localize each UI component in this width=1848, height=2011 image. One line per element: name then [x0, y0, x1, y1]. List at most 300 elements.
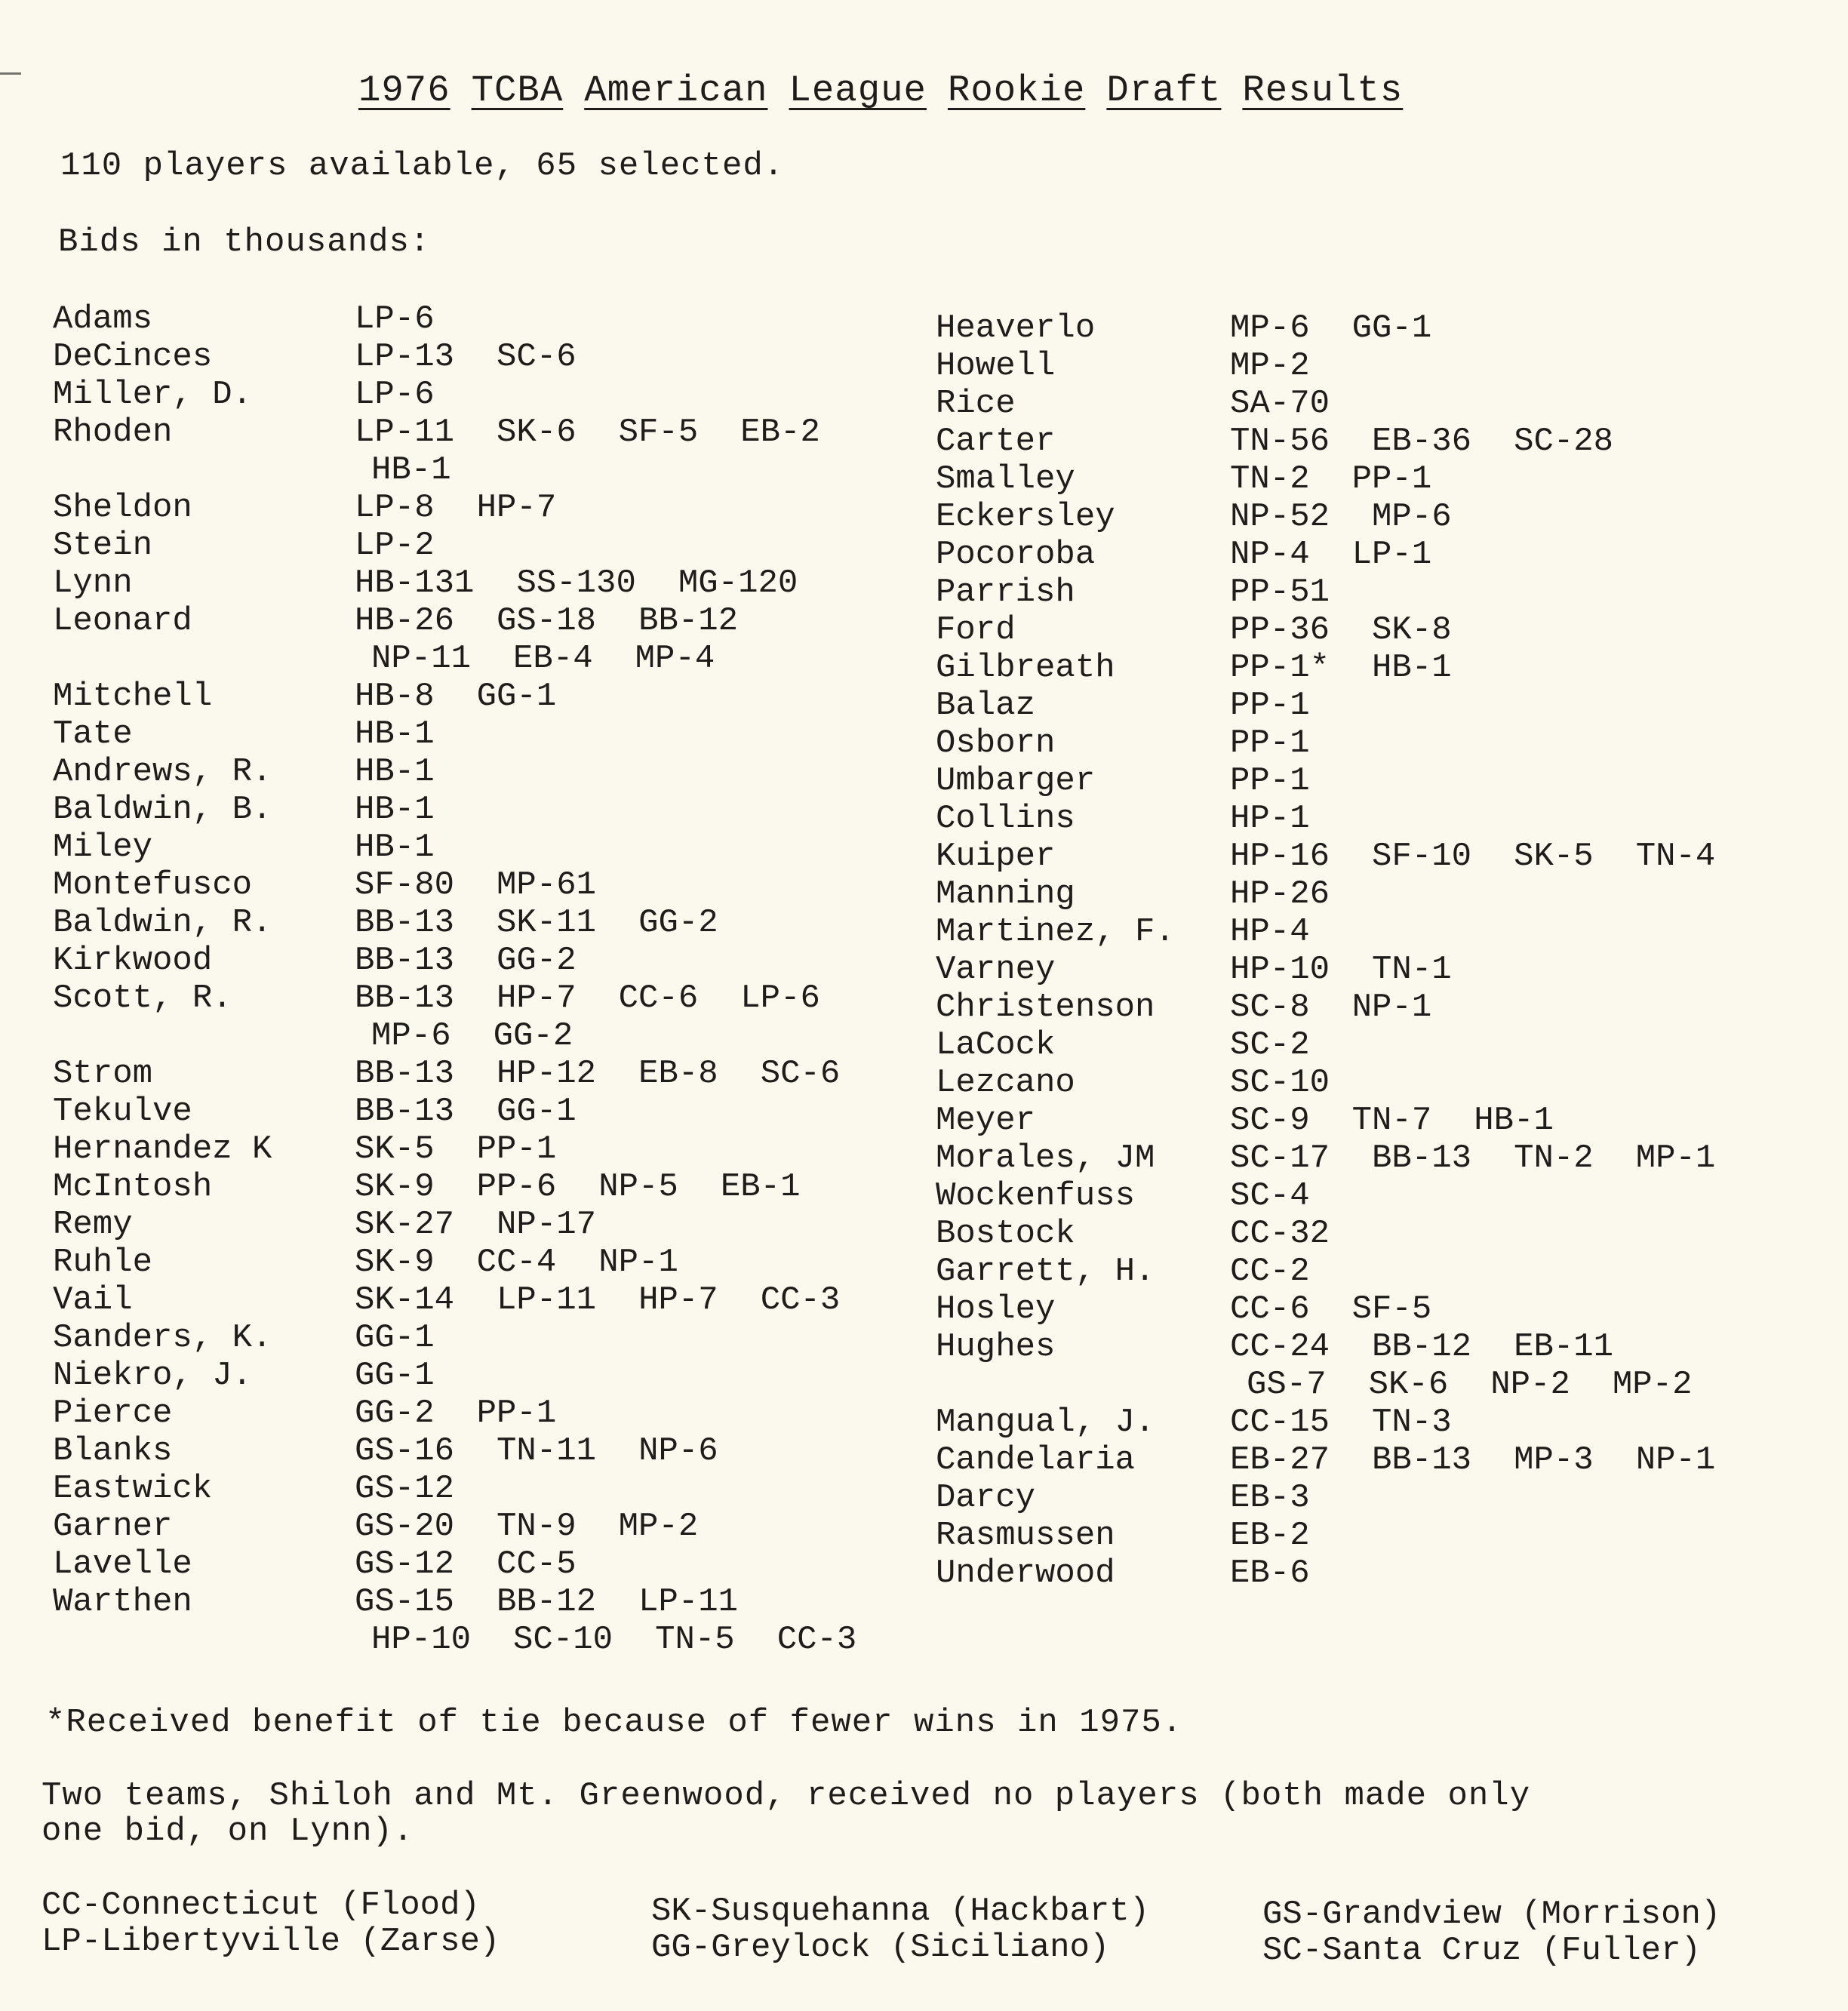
bid-entry: HP-26: [1230, 875, 1330, 913]
player-name: DeCinces: [53, 338, 213, 376]
bid-list: [355, 829, 477, 866]
bid-entry: HP-10: [1230, 951, 1330, 989]
bid-entry: HB-1: [355, 753, 435, 791]
player-row: [53, 1093, 921, 1130]
bid-entry: TN-2: [1230, 460, 1310, 498]
player-name: Miley: [53, 829, 153, 866]
bid-entry: SC-6: [497, 338, 577, 376]
player-row: [53, 1168, 921, 1206]
bid-entry: HB-1: [355, 791, 435, 829]
bid-entry: LP-11: [638, 1583, 739, 1621]
player-row: [936, 724, 1826, 762]
bid-list: [355, 300, 477, 338]
bid-entry: SK-27: [355, 1206, 455, 1244]
bid-entry: HP-16: [1230, 838, 1330, 875]
player-name: Niekro, J.: [53, 1357, 253, 1394]
bid-entry: NP-52: [1230, 498, 1330, 536]
bid-entry: MP-61: [497, 866, 597, 904]
bid-entry: GS-18: [497, 602, 597, 640]
bid-entry: SC-10: [1230, 1064, 1330, 1102]
player-name: Umbarger: [936, 762, 1096, 800]
player-name: Gilbreath: [936, 649, 1115, 687]
bid-entry: SC-2: [1230, 1026, 1310, 1064]
bid-entry: CC-15: [1230, 1404, 1330, 1441]
bid-list: [1230, 611, 1494, 649]
player-row: [936, 951, 1826, 989]
bid-entry: SK-9: [355, 1244, 435, 1281]
legend-entry: CC-Connecticut (Flood): [42, 1886, 480, 1924]
bid-entry: LP-11: [355, 414, 455, 451]
player-name: Balaz: [936, 687, 1036, 724]
player-row: [53, 602, 921, 640]
bid-entry: SF-80: [355, 866, 455, 904]
bid-entry: GG-2: [355, 1394, 435, 1432]
bid-list: [355, 602, 780, 640]
bid-list: [371, 640, 757, 678]
bid-entry: GG-1: [355, 1319, 435, 1357]
bid-entry: GS-15: [355, 1583, 455, 1621]
bid-entry: BB-13: [355, 1055, 455, 1093]
player-name: Collins: [936, 800, 1075, 838]
player-row: [53, 753, 921, 791]
player-name: Leonard: [53, 602, 192, 640]
player-name: Baldwin, B.: [53, 791, 272, 829]
bid-entry: SC-17: [1230, 1139, 1330, 1177]
bid-entry: SC-9: [1230, 1102, 1310, 1139]
bid-entry: HP-7: [638, 1281, 718, 1319]
player-row: [936, 611, 1826, 649]
player-row: [53, 1281, 921, 1319]
bid-entry: EB-4: [513, 640, 593, 678]
player-row: [53, 376, 921, 414]
summary-line: 110 players available, 65 selected.: [60, 147, 785, 185]
bid-entry: NP-1: [1351, 989, 1432, 1026]
bid-entry: GS-12: [355, 1470, 455, 1508]
bid-list: [355, 489, 598, 527]
player-name: Morales, JM: [936, 1139, 1155, 1177]
bid-list: [355, 715, 477, 753]
player-row: [53, 1055, 921, 1093]
player-row: [936, 1441, 1826, 1479]
bid-entry: SK-6: [1368, 1366, 1449, 1404]
bid-entry: PP-51: [1230, 573, 1330, 611]
player-row: [53, 1244, 921, 1281]
bid-entry: MP-3: [1514, 1441, 1594, 1479]
player-name: Adams: [53, 300, 153, 338]
player-row: [53, 904, 921, 942]
player-name: Ford: [936, 611, 1016, 649]
player-row: [53, 489, 921, 527]
bid-entry: LP-8: [355, 489, 435, 527]
bid-entry: CC-4: [476, 1244, 557, 1281]
player-name: LaCock: [936, 1026, 1056, 1064]
title-word: TCBA: [471, 69, 564, 112]
bid-entry: TN-1: [1372, 951, 1452, 989]
bid-entry: GG-1: [355, 1357, 435, 1394]
bid-entry: CC-2: [1230, 1253, 1310, 1290]
bid-entry: CC-6: [618, 979, 699, 1017]
player-name: Miller, D.: [53, 376, 253, 414]
bid-entry: LP-1: [1351, 536, 1432, 573]
bid-list: [1230, 913, 1352, 951]
title-word: 1976: [358, 69, 450, 112]
bid-list: [355, 338, 619, 376]
bid-entry: GG-2: [497, 942, 577, 979]
bid-list: [355, 376, 477, 414]
bid-entry: EB-6: [1230, 1554, 1310, 1592]
bid-list: [1230, 1554, 1352, 1592]
bid-list: [355, 1281, 882, 1319]
bid-entry: HB-1: [355, 715, 435, 753]
player-name: Sheldon: [53, 489, 192, 527]
bid-list: [355, 1508, 740, 1545]
bid-entry: TN-2: [1514, 1139, 1594, 1177]
player-row: [936, 1328, 1826, 1366]
bid-list: [355, 979, 863, 1017]
bid-continuation-row: [53, 451, 921, 489]
player-name: Osborn: [936, 724, 1056, 762]
legend-entry: GG-Greylock (Siciliano): [651, 1929, 1110, 1966]
player-name: Eastwick: [53, 1470, 213, 1508]
bid-list: [1230, 875, 1372, 913]
player-row: [936, 1026, 1826, 1064]
bid-entry: MG-120: [678, 564, 798, 602]
note-line: Two teams, Shiloh and Mt. Greenwood, received no players (both made only: [42, 1777, 1531, 1815]
bid-entry: SC-28: [1514, 423, 1614, 460]
player-row: [936, 536, 1826, 573]
player-name: Wockenfuss: [936, 1177, 1136, 1215]
player-row: [936, 347, 1826, 385]
player-name: Warthen: [53, 1583, 192, 1621]
player-name: Remy: [53, 1206, 133, 1244]
player-name: Meyer: [936, 1102, 1036, 1139]
bid-entry: MP-6: [1372, 498, 1452, 536]
bid-list: [1230, 309, 1474, 347]
player-name: Eckersley: [936, 498, 1115, 536]
bid-entry: MP-6: [1230, 309, 1310, 347]
bid-list: [355, 1545, 619, 1583]
bid-list: [355, 527, 477, 564]
bid-entry: GG-1: [497, 1093, 577, 1130]
player-name: Tate: [53, 715, 133, 753]
player-name: McIntosh: [53, 1168, 213, 1206]
bid-entry: LP-6: [355, 376, 435, 414]
bid-entry: SC-4: [1230, 1177, 1310, 1215]
bid-list: [371, 1017, 615, 1055]
player-row: [936, 1404, 1826, 1441]
page-edge-mark: [0, 72, 21, 75]
bid-entry: SF-10: [1372, 838, 1472, 875]
player-name: Hughes: [936, 1328, 1056, 1366]
player-name: Christenson: [936, 989, 1155, 1026]
bid-entry: PP-1: [1230, 724, 1310, 762]
bid-entry: CC-3: [776, 1621, 857, 1659]
bid-entry: MP-2: [618, 1508, 699, 1545]
bid-list: [371, 451, 494, 489]
player-row: [53, 1508, 921, 1545]
bid-list: [355, 1093, 619, 1130]
bid-entry: SS-130: [516, 564, 636, 602]
player-name: Mangual, J.: [936, 1404, 1155, 1441]
bid-entry: SC-10: [513, 1621, 613, 1659]
player-row: [936, 1554, 1826, 1592]
bid-list: [1230, 498, 1494, 536]
bid-entry: NP-1: [1635, 1441, 1716, 1479]
bid-entry: TN-4: [1635, 838, 1716, 875]
player-row: [53, 829, 921, 866]
bid-entry: PP-1*: [1230, 649, 1330, 687]
player-row: [936, 1215, 1826, 1253]
bid-continuation-row: [936, 1366, 1826, 1404]
bid-entry: TN-11: [497, 1432, 597, 1470]
bid-entry: CC-3: [760, 1281, 841, 1319]
bid-list: [1230, 1441, 1757, 1479]
player-row: [936, 875, 1826, 913]
bid-entry: PP-6: [476, 1168, 557, 1206]
bid-continuation-row: [53, 1621, 921, 1659]
bid-entry: BB-13: [355, 904, 455, 942]
bid-list: [1230, 1328, 1656, 1366]
bid-list: [355, 1168, 843, 1206]
bid-entry: GS-12: [355, 1545, 455, 1583]
player-name: Candelaria: [936, 1441, 1136, 1479]
player-row: [53, 791, 921, 829]
player-name: Howell: [936, 347, 1056, 385]
player-name: Rasmussen: [936, 1517, 1115, 1554]
bid-entry: NP-11: [371, 640, 472, 678]
player-row: [936, 1177, 1826, 1215]
legend-entry: LP-Libertyville (Zarse): [42, 1923, 500, 1960]
bid-entry: TN-3: [1372, 1404, 1452, 1441]
player-row: [53, 1206, 921, 1244]
player-row: [936, 989, 1826, 1026]
bid-list: [355, 1206, 638, 1244]
player-row: [936, 687, 1826, 724]
bid-list: [355, 753, 477, 791]
player-name: Kirkwood: [53, 942, 213, 979]
bid-list: [1230, 385, 1372, 423]
bid-entry: GG-2: [493, 1017, 573, 1055]
player-name: Strom: [53, 1055, 153, 1093]
player-row: [936, 385, 1826, 423]
player-row: [936, 1479, 1826, 1517]
bid-list: [1230, 1102, 1596, 1139]
title-word: Draft: [1106, 69, 1222, 112]
bid-entry: SK-5: [355, 1130, 435, 1168]
bid-list: [371, 1621, 899, 1659]
bid-entry: LP-2: [355, 527, 435, 564]
player-name: Rice: [936, 385, 1016, 423]
title-word: Results: [1242, 69, 1404, 112]
bid-entry: BB-12: [497, 1583, 597, 1621]
footnote: *Received benefit of tie because of fewer wins in 1975.: [45, 1704, 1183, 1742]
bid-list: [1230, 951, 1494, 989]
bid-list: [355, 942, 619, 979]
player-name: Ruhle: [53, 1244, 153, 1281]
player-name: Heaverlo: [936, 309, 1096, 347]
player-name: Hernandez K: [53, 1130, 272, 1168]
bid-entry: EB-1: [720, 1168, 801, 1206]
bid-entry: TN-56: [1230, 423, 1330, 460]
player-name: Garrett, H.: [936, 1253, 1155, 1290]
title-word: League: [789, 69, 927, 112]
bid-list: [355, 1583, 780, 1621]
player-name: Stein: [53, 527, 153, 564]
player-name: Smalley: [936, 460, 1075, 498]
bid-entry: HB-131: [355, 564, 475, 602]
bid-entry: HB-1: [355, 829, 435, 866]
bid-entry: SK-5: [1514, 838, 1594, 875]
player-name: Mitchell: [53, 678, 213, 715]
bid-entry: SF-5: [618, 414, 699, 451]
bid-list: [355, 791, 477, 829]
bid-entry: TN-9: [497, 1508, 577, 1545]
bid-entry: HP-1: [1230, 800, 1310, 838]
bid-list: [1230, 573, 1372, 611]
legend-entry: GS-Grandview (Morrison): [1262, 1896, 1721, 1933]
bid-entry: SF-5: [1351, 1290, 1432, 1328]
player-row: [53, 715, 921, 753]
player-name: Rhoden: [53, 414, 173, 451]
bid-entry: NP-6: [638, 1432, 718, 1470]
bid-list: [1230, 724, 1352, 762]
bid-list: [355, 1394, 598, 1432]
bid-list: [1230, 800, 1352, 838]
bid-list: [355, 1055, 882, 1093]
player-name: Tekulve: [53, 1093, 192, 1130]
bid-list: [1230, 687, 1352, 724]
bid-entry: EB-2: [1230, 1517, 1310, 1554]
player-name: Carter: [936, 423, 1056, 460]
bid-entry: BB-12: [638, 602, 739, 640]
bid-list: [355, 414, 863, 451]
player-row: [53, 1357, 921, 1394]
player-row: [936, 1517, 1826, 1554]
bid-entry: LP-6: [740, 979, 820, 1017]
bid-entry: GG-1: [1351, 309, 1432, 347]
bid-entry: MP-1: [1635, 1139, 1716, 1177]
player-row: [53, 942, 921, 979]
bid-entry: PP-1: [1351, 460, 1432, 498]
bid-list: [1230, 762, 1352, 800]
bid-entry: BB-13: [355, 942, 455, 979]
bid-list: [1230, 1139, 1757, 1177]
bid-list: [1230, 1479, 1352, 1517]
bid-entry: LP-13: [355, 338, 455, 376]
player-name: Montefusco: [53, 866, 253, 904]
player-name: Darcy: [936, 1479, 1036, 1517]
bid-entry: PP-36: [1230, 611, 1330, 649]
bid-list: [355, 1470, 497, 1508]
bid-entry: GG-2: [638, 904, 718, 942]
bid-entry: NP-2: [1490, 1366, 1570, 1404]
title-word: American: [584, 69, 768, 112]
bid-list: [355, 1357, 477, 1394]
bid-entry: EB-3: [1230, 1479, 1310, 1517]
player-name: Lynn: [53, 564, 133, 602]
player-row: [53, 338, 921, 376]
bid-entry: EB-11: [1514, 1328, 1614, 1366]
player-row: [53, 1545, 921, 1583]
bid-list: [1230, 460, 1474, 498]
player-name: Kuiper: [936, 838, 1056, 875]
player-row: [936, 649, 1826, 687]
player-row: [53, 1394, 921, 1432]
player-name: Bostock: [936, 1215, 1075, 1253]
bid-list: [355, 1319, 477, 1357]
player-row: [936, 1290, 1826, 1328]
bid-list: [355, 1432, 761, 1470]
bid-entry: GG-1: [476, 678, 557, 715]
bid-entry: SK-6: [497, 414, 577, 451]
bid-list: [1230, 536, 1474, 573]
bid-entry: HB-8: [355, 678, 435, 715]
player-name: Pierce: [53, 1394, 173, 1432]
left-player-column: [53, 300, 921, 1659]
bid-list: [355, 866, 638, 904]
right-player-column: [936, 309, 1826, 1592]
bid-entry: BB-13: [1372, 1139, 1472, 1177]
bid-entry: TN-7: [1351, 1102, 1432, 1139]
player-row: [53, 300, 921, 338]
bid-entry: CC-6: [1230, 1290, 1310, 1328]
bid-list: [1230, 347, 1352, 385]
player-name: Lezcano: [936, 1064, 1075, 1102]
player-row: [936, 423, 1826, 460]
bid-entry: PP-1: [1230, 762, 1310, 800]
bid-list: [355, 1244, 721, 1281]
page-title: [358, 69, 1424, 112]
bid-entry: HP-12: [497, 1055, 597, 1093]
bids-note: Bids in thousands:: [58, 223, 431, 261]
player-name: Manning: [936, 875, 1075, 913]
title-word: Rookie: [947, 69, 1086, 112]
bid-entry: MP-2: [1230, 347, 1310, 385]
bid-entry: SK-14: [355, 1281, 455, 1319]
bid-entry: GS-16: [355, 1432, 455, 1470]
bid-list: [355, 678, 598, 715]
player-name: Varney: [936, 951, 1056, 989]
bid-list: [1230, 838, 1757, 875]
player-name: Hosley: [936, 1290, 1056, 1328]
bid-entry: MP-6: [371, 1017, 451, 1055]
bid-list: [355, 1130, 598, 1168]
player-row: [53, 979, 921, 1017]
bid-list: [1230, 1215, 1372, 1253]
bid-list: [1230, 1026, 1352, 1064]
player-row: [936, 460, 1826, 498]
bid-entry: LP-11: [497, 1281, 597, 1319]
bid-entry: PP-1: [476, 1394, 557, 1432]
player-row: [53, 1319, 921, 1357]
bid-entry: EB-36: [1372, 423, 1472, 460]
legend-entry: SK-Susquehanna (Hackbart): [651, 1893, 1150, 1930]
bid-entry: SC-6: [760, 1055, 841, 1093]
bid-entry: MP-2: [1612, 1366, 1693, 1404]
bid-entry: BB-13: [355, 979, 455, 1017]
bid-entry: PP-1: [1230, 687, 1310, 724]
bid-list: [1230, 1177, 1352, 1215]
bid-entry: CC-32: [1230, 1215, 1330, 1253]
bid-entry: MP-4: [635, 640, 715, 678]
bid-entry: SK-9: [355, 1168, 435, 1206]
bid-entry: HB-1: [1474, 1102, 1554, 1139]
bid-list: [1230, 1404, 1494, 1441]
player-row: [936, 1102, 1826, 1139]
bid-entry: HP-7: [497, 979, 577, 1017]
player-row: [53, 564, 921, 602]
bid-entry: EB-8: [638, 1055, 718, 1093]
